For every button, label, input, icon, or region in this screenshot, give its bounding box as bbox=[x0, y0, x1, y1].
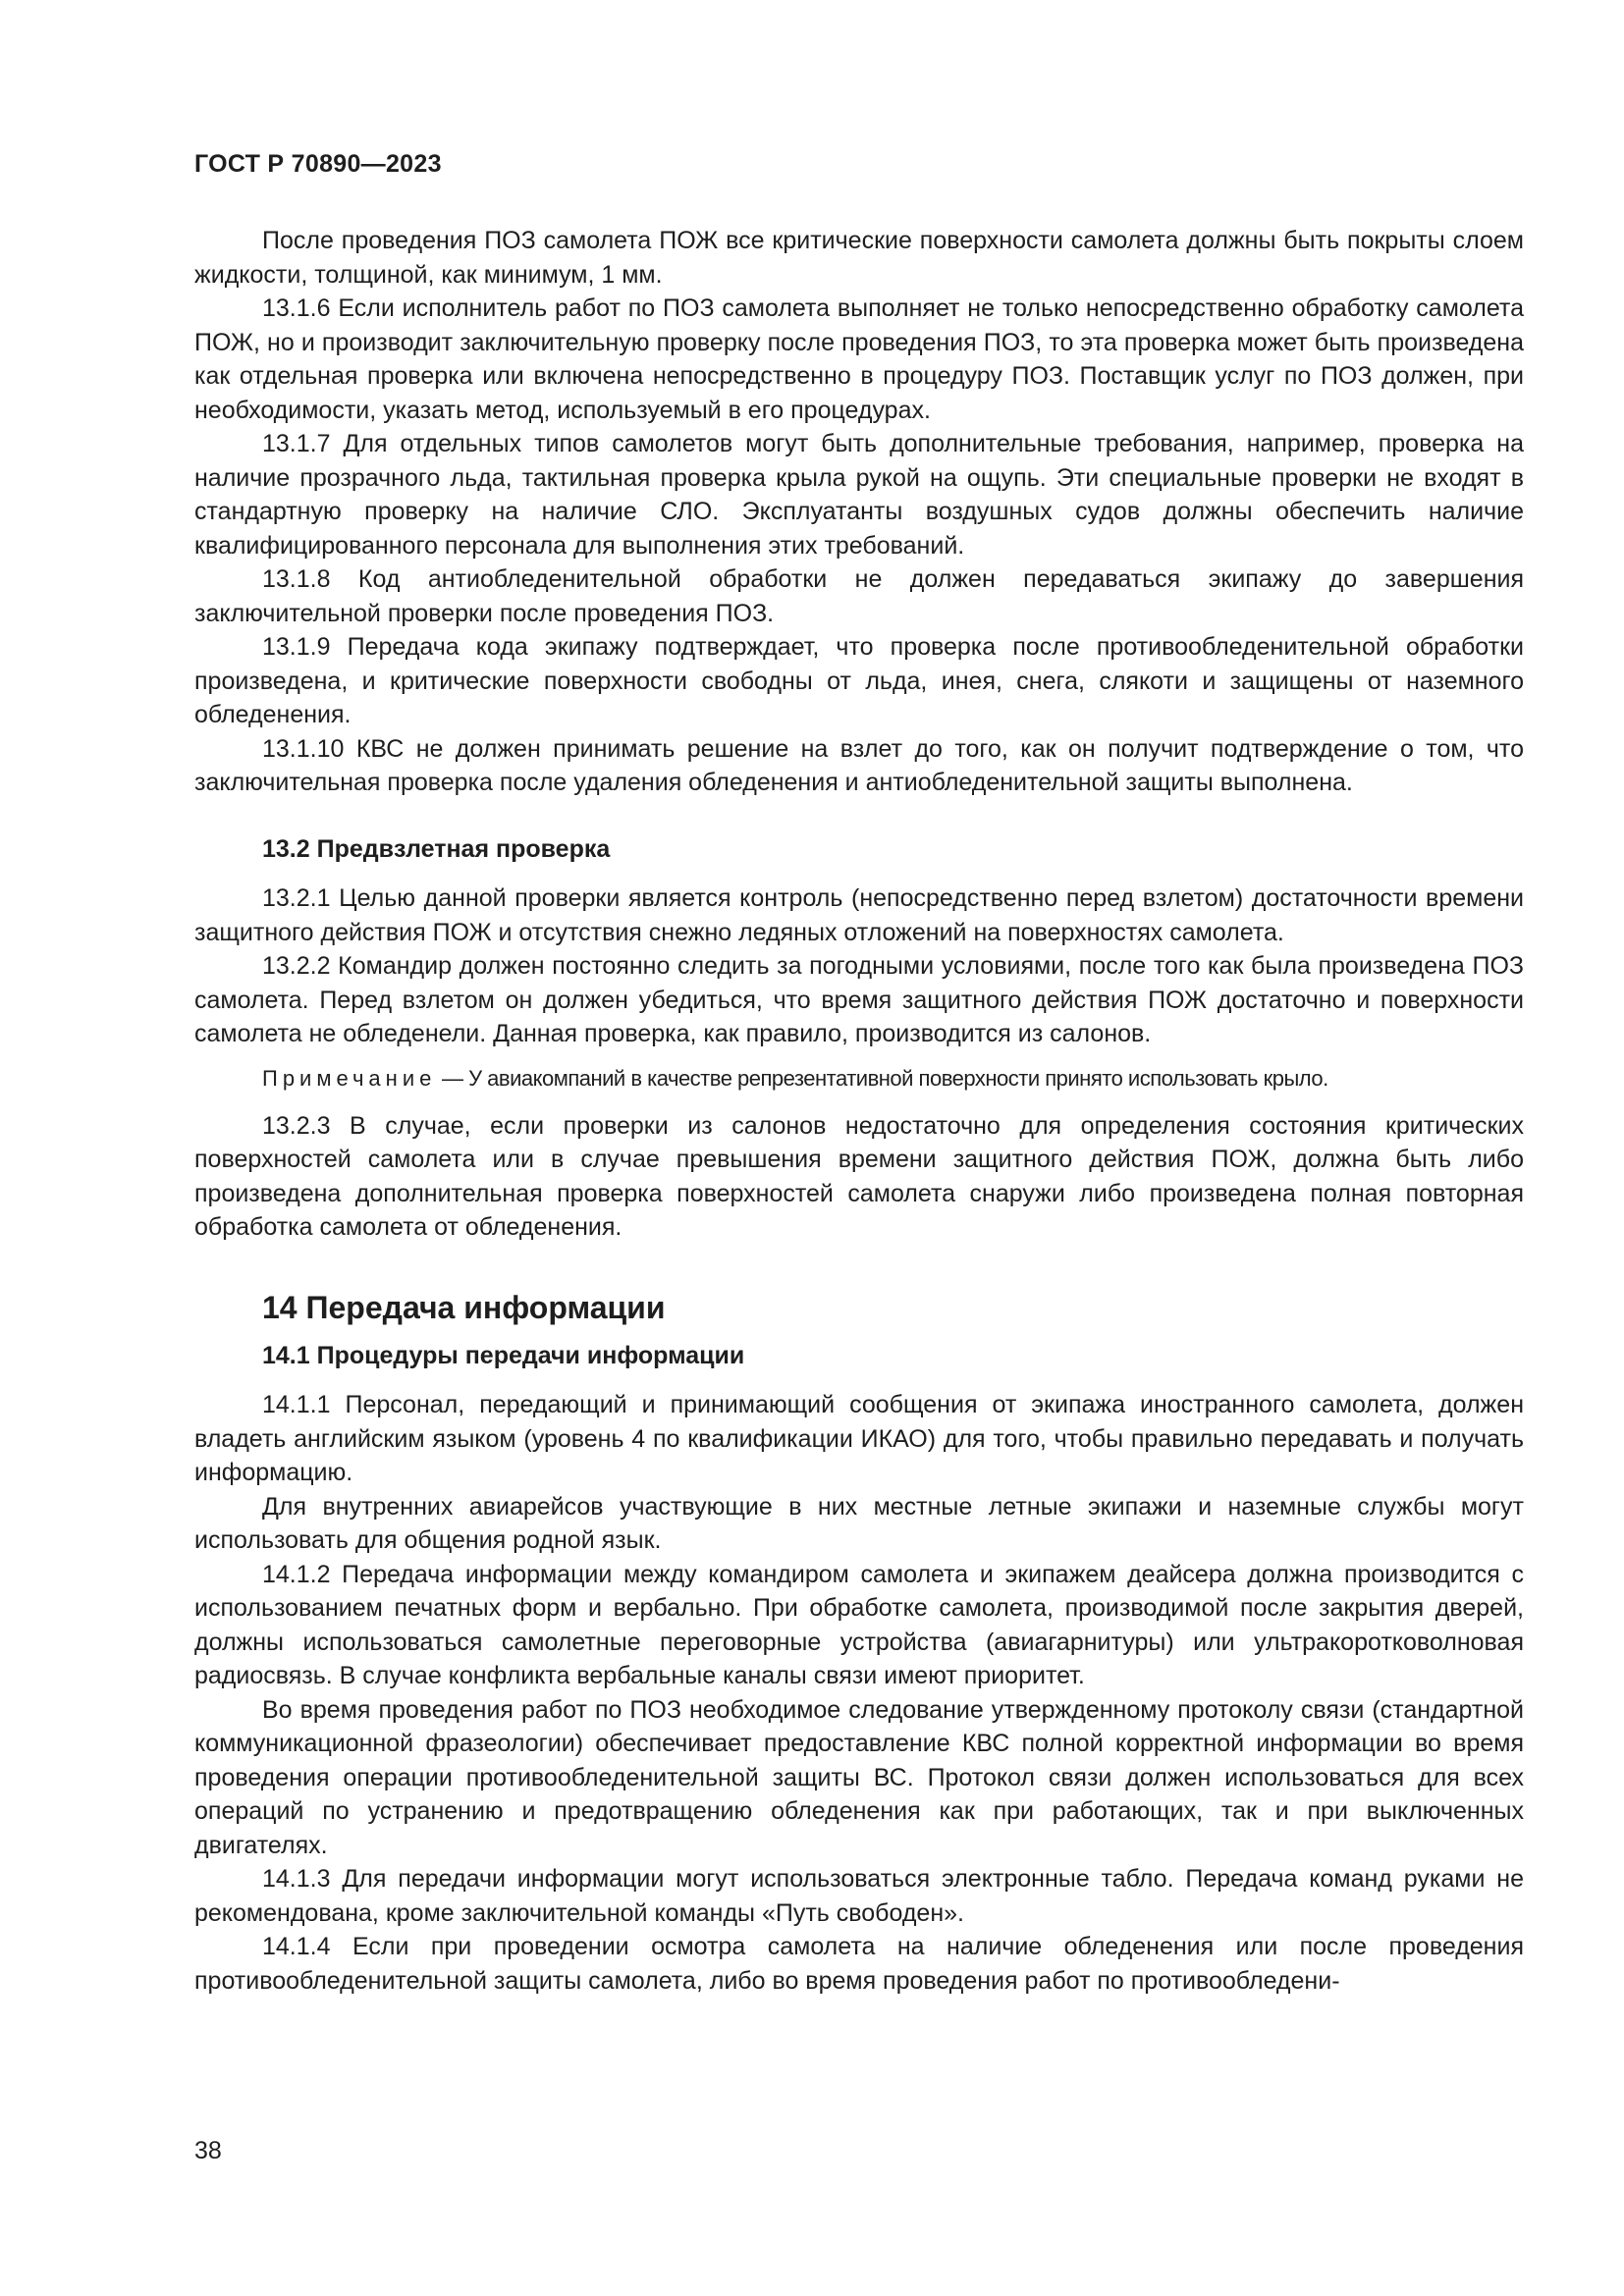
paragraph: После проведения ПОЗ самолета ПОЖ все критические поверхности самолета должны быть покрыты слоем жидкости, толщиной, как минимум, 1 мм. bbox=[194, 227, 1524, 289]
paragraph: 14.1.4 Если при проведении осмотра самолета на наличие обледенения или после проведения противообледенительной защиты самолета, либо во время проведения работ по противообледени- bbox=[194, 1933, 1524, 1995]
paragraph: 13.2.1 Целью данной проверки является контроль (непосредственно перед взлетом) достаточности времени защитного действия ПОЖ и отсутствия снежно ледяных отложений на поверхностях самолета. bbox=[194, 884, 1524, 946]
paragraph: 13.1.10 КВС не должен принимать решение на взлет до того, как он получит подтверждение о том, что заключительная проверка после удаления обледенения и антиобледенительной защиты выполнена. bbox=[194, 734, 1524, 796]
section-14-heading: 14 Передача информации bbox=[262, 1289, 666, 1325]
page-content bbox=[194, 224, 1524, 1998]
paragraph: 13.1.7 Для отдельных типов самолетов могут быть дополнительные требования, например, проверка на наличие прозрачного льда, тактильная проверка крыла рукой на ощупь. Эти специальные проверки не входят в стандартную проверку на наличие СЛО. Эксплуатанты воздушных судов должны обеспечить наличие квалифицированного персонала для выполнения этих требований. bbox=[194, 430, 1524, 560]
paragraph: 13.2.3 В случае, если проверки из салонов недостаточно для определения состояния критических поверхностей самолета или в случае превышения времени защитного действия ПОЖ, должна быть либо произведена дополнительная проверка поверхностей самолета снаружи либо произведена полная повторная обработка самолета от обледенения. bbox=[194, 1111, 1524, 1241]
note bbox=[194, 1064, 1524, 1094]
document-header: ГОСТ Р 70890—2023 bbox=[194, 150, 442, 178]
paragraph: 13.1.8 Код антиобледенительной обработки не должен передаваться экипажу до завершения заключительной проверки после проведения ПОЗ. bbox=[194, 565, 1524, 627]
paragraph: Во время проведения работ по ПОЗ необходимое следование утвержденному протоколу связи (стандартной коммуникационной фразеологии) обеспечивает предоставление КВС полной корректной информации во время проведения операции противообледенительной защиты ВС. Протокол связи должен использоваться для всех операций по устранению и предотвращению обледенения как при работающих, так и при выключенных двигателях. bbox=[194, 1695, 1524, 1859]
section-13-2-heading: 13.2 Предвзлетная проверка bbox=[262, 834, 611, 863]
paragraph: 14.1.1 Персонал, передающий и принимающий сообщения от экипажа иностранного самолета, должен владеть английским языком (уровень 4 по квалификации ИКАО) для того, чтобы правильно передавать и получать информацию. bbox=[194, 1391, 1524, 1486]
paragraph: Для внутренних авиарейсов участвующие в них местные летные экипажи и наземные службы могут использовать для общения родной язык. bbox=[194, 1492, 1524, 1554]
section-14-1-heading: 14.1 Процедуры передачи информации bbox=[262, 1341, 745, 1369]
note-label: Примечание bbox=[262, 1065, 437, 1091]
page-number: 38 bbox=[194, 2137, 222, 2164]
paragraph: 13.1.9 Передача кода экипажу подтверждает, что проверка после противообледенительной обработки произведена, и критические поверхности свободны от льда, инея, снега, слякоти и защищены от наземного обледенения. bbox=[194, 633, 1524, 728]
note-text: — У авиакомпаний в качестве репрезентативной поверхности принято использовать крыло. bbox=[436, 1065, 1328, 1091]
paragraph: 13.1.6 Если исполнитель работ по ПОЗ самолета выполняет не только непосредственно обработку самолета ПОЖ, но и производит заключительную проверку после проведения ПОЗ, то эта проверка может быть произведена как отдельная проверка или включена непосредственно в процедуру ПОЗ. Поставщик услуг по ПОЗ должен, при необходимости, указать метод, используемый в его процедурах. bbox=[194, 294, 1524, 424]
paragraph: 13.2.2 Командир должен постоянно следить за погодными условиями, после того как была произведена ПОЗ самолета. Перед взлетом он должен убедиться, что время защитного действия ПОЖ достаточно и поверхности самолета не обледенели. Данная проверка, как правило, производится из салонов. bbox=[194, 952, 1524, 1047]
paragraph: 14.1.2 Передача информации между командиром самолета и экипажем деайсера должна производится с использованием печатных форм и вербально. При обработке самолета, производимой после закрытия дверей, должны использоваться самолетные переговорные устройства (авиагарнитуры) или ультракоротковолновая радиосвязь. В случае конфликта вербальные каналы связи имеют приоритет. bbox=[194, 1560, 1524, 1689]
paragraph: 14.1.3 Для передачи информации могут использоваться электронные табло. Передача команд руками не рекомендована, кроме заключительной команды «Путь свободен». bbox=[194, 1865, 1524, 1927]
